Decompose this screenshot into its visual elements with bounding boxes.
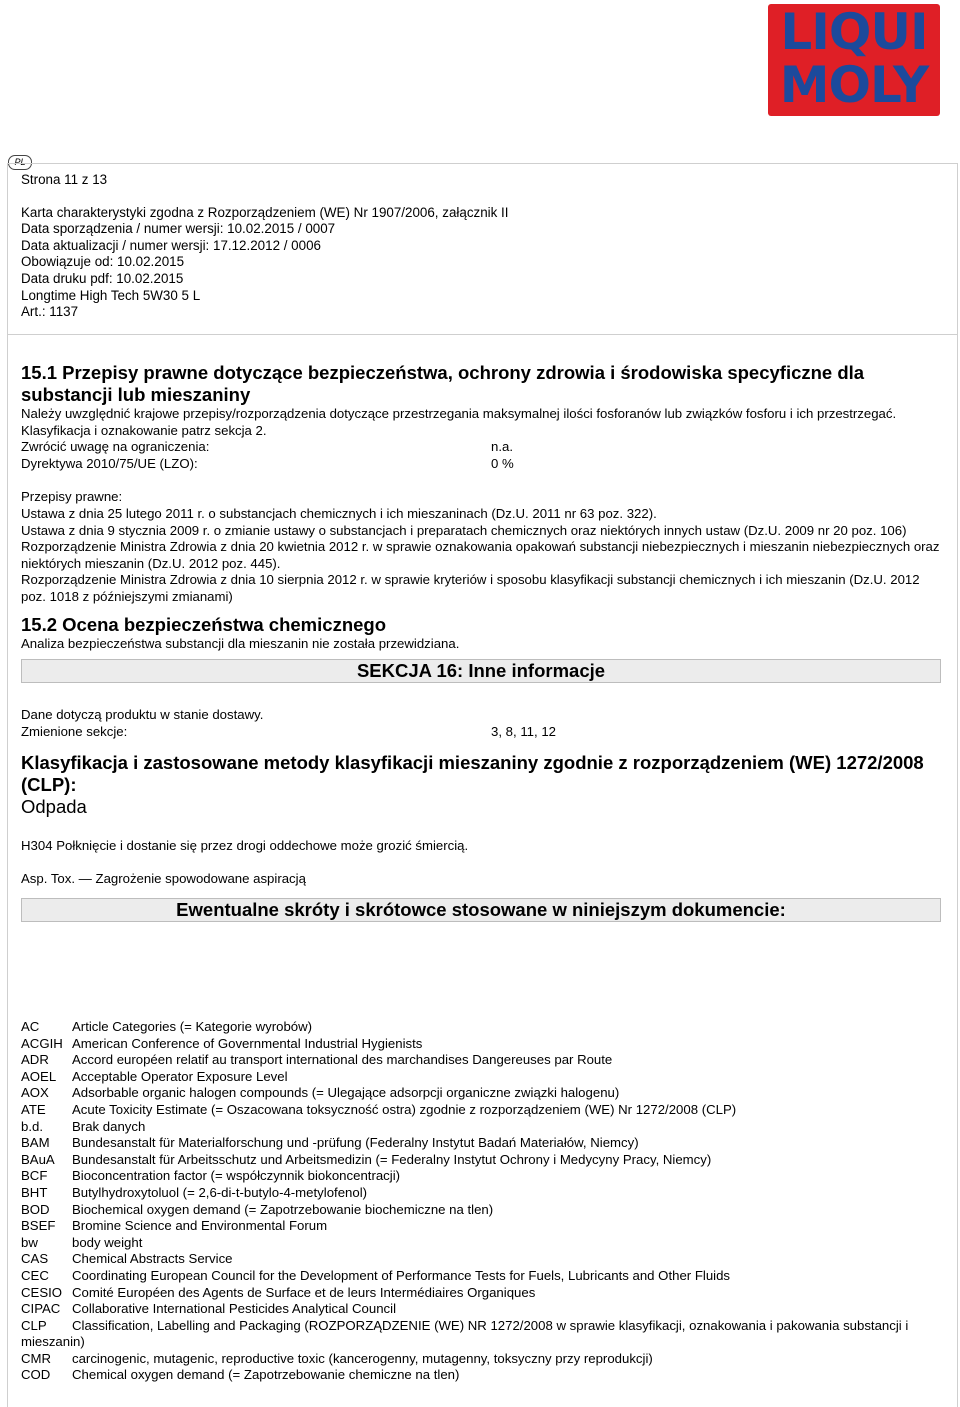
abbreviation-key: b.d.: [21, 1118, 43, 1134]
abbreviation-row: [21, 1085, 941, 1102]
abbreviation-desc: American Conference of Governmental Industrial Hygienists: [72, 1035, 423, 1051]
abbreviation-row: [21, 1152, 941, 1169]
abbreviation-key: BSEF: [21, 1218, 56, 1234]
header-line: Longtime High Tech 5W30 5 L: [21, 287, 201, 303]
header-line: Data sporządzenia / numer wersji: 10.02.2015 / 0007: [21, 221, 336, 237]
abbreviation-row: [21, 1069, 941, 1086]
abbreviation-row: [21, 1202, 941, 1219]
regulation-item: Ustawa z dnia 9 stycznia 2009 r. o zmianie ustawy o substancjach i preparatach chemicznych oraz niektórych innych ustaw (Dz.U. 2009 nr 20 poz. 106): [21, 522, 907, 538]
abbreviation-key: BCF: [21, 1168, 48, 1184]
abbreviation-row: [21, 1102, 941, 1119]
abbreviation-desc: Brak danych: [72, 1118, 146, 1134]
abbreviation-key: ATE: [21, 1101, 46, 1117]
abbreviation-desc: Biochemical oxygen demand (= Zapotrzebowanie biochemiczne na tlen): [72, 1201, 494, 1217]
abbreviation-key: CESIO: [21, 1284, 63, 1300]
abbreviation-desc: Acute Toxicity Estimate (= Oszacowana toksyczność ostra) zgodnie z rozporządzeniem (WE) Nr 1272/2008 (CLP): [72, 1101, 737, 1117]
abbreviation-key: CLP: [21, 1317, 47, 1333]
h304-statement: H304 Połknięcie i dostanie się przez drogi oddechowe może grozić śmiercią.: [21, 838, 469, 854]
abbreviation-key: AC: [21, 1019, 40, 1034]
abbreviation-desc: Adsorbable organic halogen compounds (= Ulegające adsorpcji organiczne związki halogenu): [72, 1085, 620, 1101]
abbreviation-desc: Collaborative International Pesticides Analytical Council: [72, 1301, 397, 1317]
regulation-item: Rozporządzenie Ministra Zdrowia z dnia 10 sierpnia 2012 r. w sprawie kryteriów i sposobu klasyfikacji substancji chemicznych i ich mieszanin (Dz.U. 2012 poz. 1018 z późniejszymi zmianami): [21, 572, 920, 604]
abbreviation-desc: body weight: [72, 1234, 143, 1250]
abbreviation-key: AOX: [21, 1085, 49, 1101]
abbreviation-desc: Classification, Labelling and Packaging (ROZPORZĄDZENIE (WE) NR 1272/2008 w sprawie klasyfikacji, oznakowania i pakowania substancji i mieszanin): [21, 1317, 909, 1350]
section-15-2-text: Analiza bezpieczeństwa substancji dla mieszanin nie została przewidziana.: [21, 635, 460, 651]
abbreviation-row: [21, 1019, 941, 1036]
abbreviation-desc: carcinogenic, mutagenic, reproductive toxic (kancerogenny, mutagenny, toksyczny przy reprodukcji): [72, 1350, 653, 1366]
abbreviation-key: CEC: [21, 1267, 49, 1283]
logo-line2: MOLY: [779, 56, 929, 114]
abbreviation-desc: Article Categories (= Kategorie wyrobów): [72, 1019, 313, 1034]
abbreviation-row: [21, 1285, 941, 1302]
abbreviation-key: BOD: [21, 1201, 50, 1217]
kv-label: Zwrócić uwagę na ograniczenia:: [21, 439, 210, 455]
abbreviation-row: [21, 1301, 941, 1318]
abbreviation-desc: Butylhydroxytoluol (= 2,6-di-t-butylo-4-metylofenol): [72, 1184, 368, 1200]
abbreviation-key: BAuA: [21, 1151, 55, 1167]
header-divider: [7, 334, 958, 335]
abbreviation-row: [21, 1218, 941, 1235]
logo-line1: LIQUI: [780, 3, 928, 61]
abbreviation-row: [21, 1235, 941, 1252]
asp-tox-statement: Asp. Tox. — Zagrożenie spowodowane aspiracją: [21, 870, 306, 886]
classification-methods-title: Klasyfikacja i zastosowane metody klasyfikacji mieszaniny zgodnie z rozporządzeniem (WE) 1272/2008 (CLP):: [21, 752, 924, 796]
abbreviation-desc: Bromine Science and Environmental Forum: [72, 1218, 328, 1234]
changed-sections-row: [21, 724, 941, 741]
section-15-1-title: 15.1 Przepisy prawne dotyczące bezpieczeństwa, ochrony zdrowia i środowiska specyficzne dla substancji lub mieszaniny: [21, 362, 865, 405]
abbreviation-desc: Chemical Abstracts Service: [72, 1251, 233, 1267]
section-15-2-title: 15.2 Ocena bezpieczeństwa chemicznego: [21, 613, 387, 635]
abbreviation-desc: Accord européen relatif au transport international des marchandises Dangereuses par Route: [72, 1052, 613, 1068]
header-line: Obowiązuje od: 10.02.2015: [21, 254, 185, 270]
abbreviation-row: [21, 1268, 941, 1285]
abbreviation-key: CAS: [21, 1251, 49, 1267]
odpada-text: Odpada: [21, 796, 87, 818]
kv-value: 0 %: [491, 455, 514, 471]
abbreviation-desc: Chemical oxygen demand (= Zapotrzebowanie chemiczne na tlen): [72, 1367, 460, 1383]
abbreviation-row: [21, 1367, 941, 1384]
abbreviation-key: COD: [21, 1367, 51, 1383]
language-badge: PL: [8, 155, 32, 170]
header-line: Data druku pdf: 10.02.2015: [21, 270, 184, 286]
liqui-moly-logo: [768, 4, 940, 116]
regulation-item: Ustawa z dnia 25 lutego 2011 r. o substancjach chemicznych i ich mieszaninach (Dz.U. 2011 nr 63 poz. 322).: [21, 505, 657, 521]
abbreviation-desc: Acceptable Operator Exposure Level: [72, 1068, 288, 1084]
abbreviation-row: [21, 1119, 941, 1136]
abbreviation-key: AOEL: [21, 1068, 57, 1084]
kv-row: [21, 439, 941, 456]
abbreviation-key: bw: [21, 1234, 38, 1250]
classification-note: Klasyfikacja i oznakowanie patrz sekcja 2.: [21, 422, 267, 438]
abbreviation-row: [21, 1135, 941, 1152]
abbreviation-desc: Bioconcentration factor (= współczynnik biokoncentracji): [72, 1168, 401, 1184]
abbreviation-desc: Bundesanstalt für Arbeitsschutz und Arbeitsmedizin (= Federalny Instytut Ochrony i Medycyny Pracy, Niemcy): [72, 1151, 712, 1167]
kv-row: [21, 456, 941, 473]
abbreviation-row: [21, 1168, 941, 1185]
delivery-state-note: Dane dotyczą produktu w stanie dostawy.: [21, 707, 264, 723]
changed-sections-label: Zmienione sekcje:: [21, 723, 128, 739]
abbreviations-header: Ewentualne skróty i skrótowce stosowane w niniejszym dokumencie:: [21, 898, 941, 922]
abbreviation-row: [21, 1318, 941, 1351]
main-content: [21, 362, 941, 922]
section-15-1-paragraph: Należy uwzględnić krajowe przepisy/rozporządzenia dotyczące przestrzegania maksymalnej ilości fosforanów lub związków fosforu i ich przestrzegać.: [21, 406, 897, 421]
abbreviation-desc: Bundesanstalt für Materialforschung und -prüfung (Federalny Instytut Badań Materiałów, Niemcy): [72, 1135, 639, 1151]
abbreviation-key: ADR: [21, 1052, 49, 1068]
abbreviation-row: [21, 1185, 941, 1202]
abbreviation-row: [21, 1251, 941, 1268]
header-line: Data aktualizacji / numer wersji: 17.12.2012 / 0006: [21, 237, 321, 253]
header-line: Art.: 1137: [21, 304, 79, 320]
abbreviation-key: CMR: [21, 1350, 52, 1366]
kv-value: n.a.: [491, 439, 513, 455]
abbreviations-list: [21, 1019, 941, 1384]
regulation-item: Rozporządzenie Ministra Zdrowia z dnia 20 kwietnia 2012 r. w sprawie oznakowania opakowań substancji niebezpiecznych i mieszanin niebezpiecznych oraz niektórych mieszanin (Dz.U. 2012 poz. 445).: [21, 539, 940, 571]
legal-regulations-label: Przepisy prawne:: [21, 489, 123, 505]
abbreviation-key: BAM: [21, 1135, 50, 1151]
kv-label: Dyrektywa 2010/75/UE (LZO):: [21, 455, 198, 471]
changed-sections-value: 3, 8, 11, 12: [491, 723, 557, 739]
header-line: Karta charakterystyki zgodna z Rozporządzeniem (WE) Nr 1907/2006, załącznik II: [21, 204, 509, 220]
page-number: Strona 11 z 13: [21, 172, 108, 187]
abbreviation-key: CIPAC: [21, 1301, 61, 1317]
abbreviation-row: [21, 1036, 941, 1053]
document-header: [21, 172, 508, 321]
abbreviation-row: [21, 1052, 941, 1069]
abbreviation-key: BHT: [21, 1184, 48, 1200]
abbreviation-desc: Comité Européen des Agents de Surface et de leurs Intermédiaires Organiques: [72, 1284, 536, 1300]
abbreviation-key: ACGIH: [21, 1035, 63, 1051]
abbreviation-desc: Coordinating European Council for the Development of Performance Tests for Fuels, Lubricants and Other Fluids: [72, 1267, 731, 1283]
section-16-header: SEKCJA 16: Inne informacje: [21, 659, 941, 683]
abbreviation-row: [21, 1351, 941, 1368]
